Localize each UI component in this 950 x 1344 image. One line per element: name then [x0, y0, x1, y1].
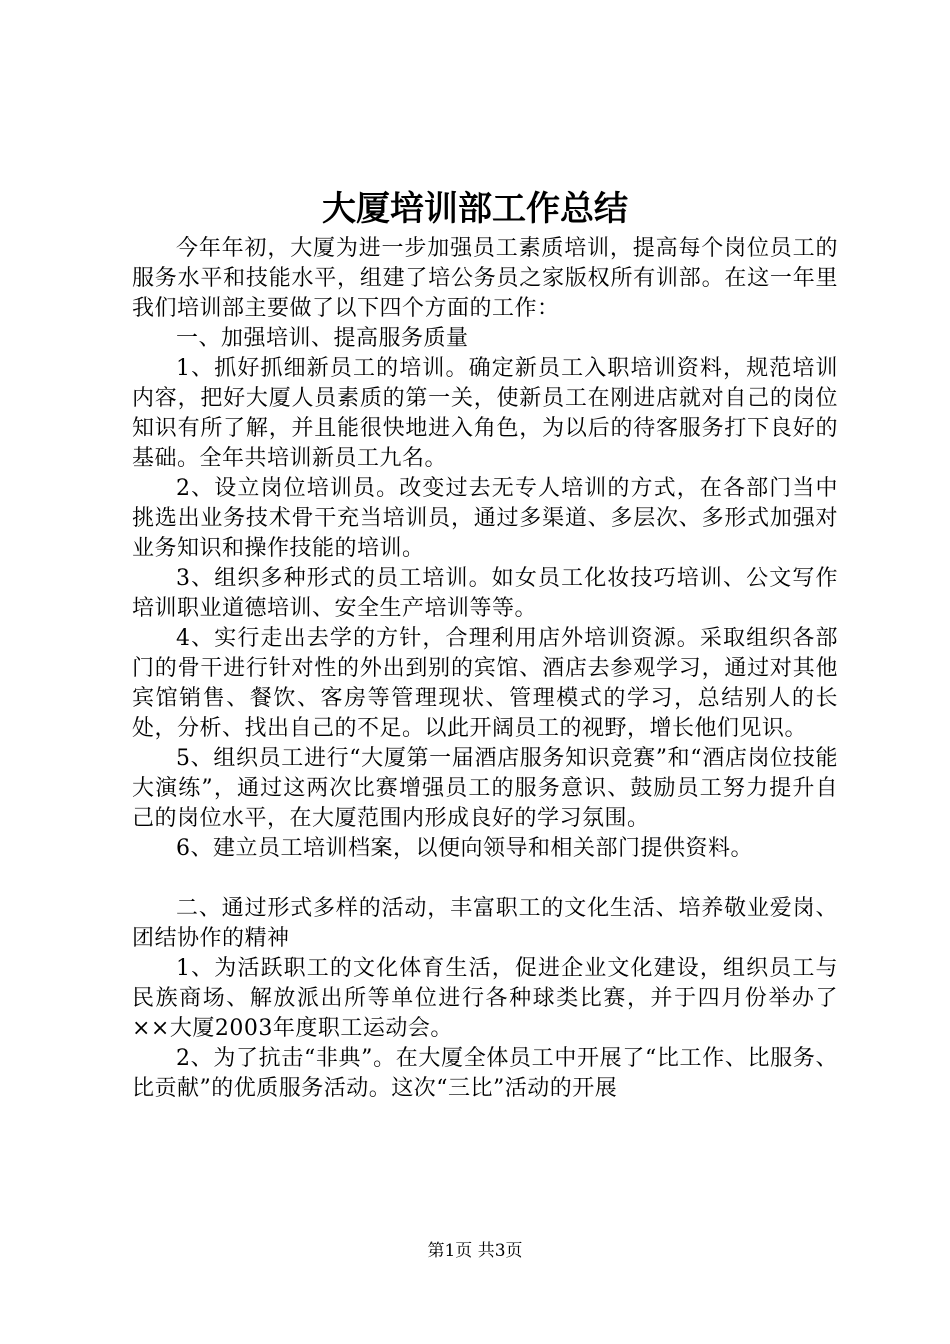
paragraph-item: 2、为了抗击“非典”。在大厦全体员工中开展了“比工作、比服务、比贡献”的优质服务活动。这次“三比”活动的开展 — [132, 1046, 838, 1101]
paragraph-item: 4、实行走出去学的方针，合理利用店外培训资源。采取组织各部门的骨干进行针对性的外出到别的宾馆、酒店去参观学习，通过对其他宾馆销售、餐饮、客房等管理现状、管理模式的学习，总结别人的长处，分析、找出自己的不足。以此开阔员工的视野，增长他们见识。 — [132, 626, 838, 741]
paragraph-item: 2、设立岗位培训员。改变过去无专人培训的方式，在各部门当中挑选出业务技术骨干充当培训员，通过多渠道、多层次、多形式加强对业务知识和操作技能的培训。 — [132, 476, 838, 561]
section-heading-2: 二、通过形式多样的活动，丰富职工的文化生活、培养敬业爱岗、团结协作的精神 — [132, 896, 838, 951]
document-title: 大厦培训部工作总结 — [322, 189, 628, 229]
section-heading-1: 一、加强培训、提高服务质量 — [176, 326, 469, 351]
paragraph-item: 6、建立员工培训档案，以便向领导和相关部门提供资料。 — [176, 836, 753, 861]
paragraph-item: 5、组织员工进行“大厦第一届酒店服务知识竞赛”和“酒店岗位技能大演练”，通过这两次比赛增强员工的服务意识、鼓励员工努力提升自己的岗位水平，在大厦范围内形成良好的学习氛围。 — [132, 746, 838, 831]
paragraph-item: 1、为活跃职工的文化体育生活，促进企业文化建设，组织员工与民族商场、解放派出所等单位进行各种球类比赛，并于四月份举办了××大厦2003年度职工运动会。 — [132, 956, 838, 1041]
paragraph-intro: 今年年初，大厦为进一步加强员工素质培训，提高每个岗位员工的服务水平和技能水平，组建了培公务员之家版权所有训部。在这一年里我们培训部主要做了以下四个方面的工作： — [132, 236, 838, 321]
document-body — [132, 234, 838, 1104]
page-number: 第1页 共3页 — [427, 1241, 523, 1261]
paragraph-item: 3、组织多种形式的员工培训。如女员工化妆技巧培训、公文写作培训职业道德培训、安全生产培训等等。 — [132, 566, 838, 621]
paragraph-item: 1、抓好抓细新员工的培训。确定新员工入职培训资料，规范培训内容，把好大厦人员素质的第一关，使新员工在刚进店就对自己的岗位知识有所了解，并且能很快地进入角色，为以后的待客服务打下良好的基础。全年共培训新员工九名。 — [132, 356, 838, 471]
